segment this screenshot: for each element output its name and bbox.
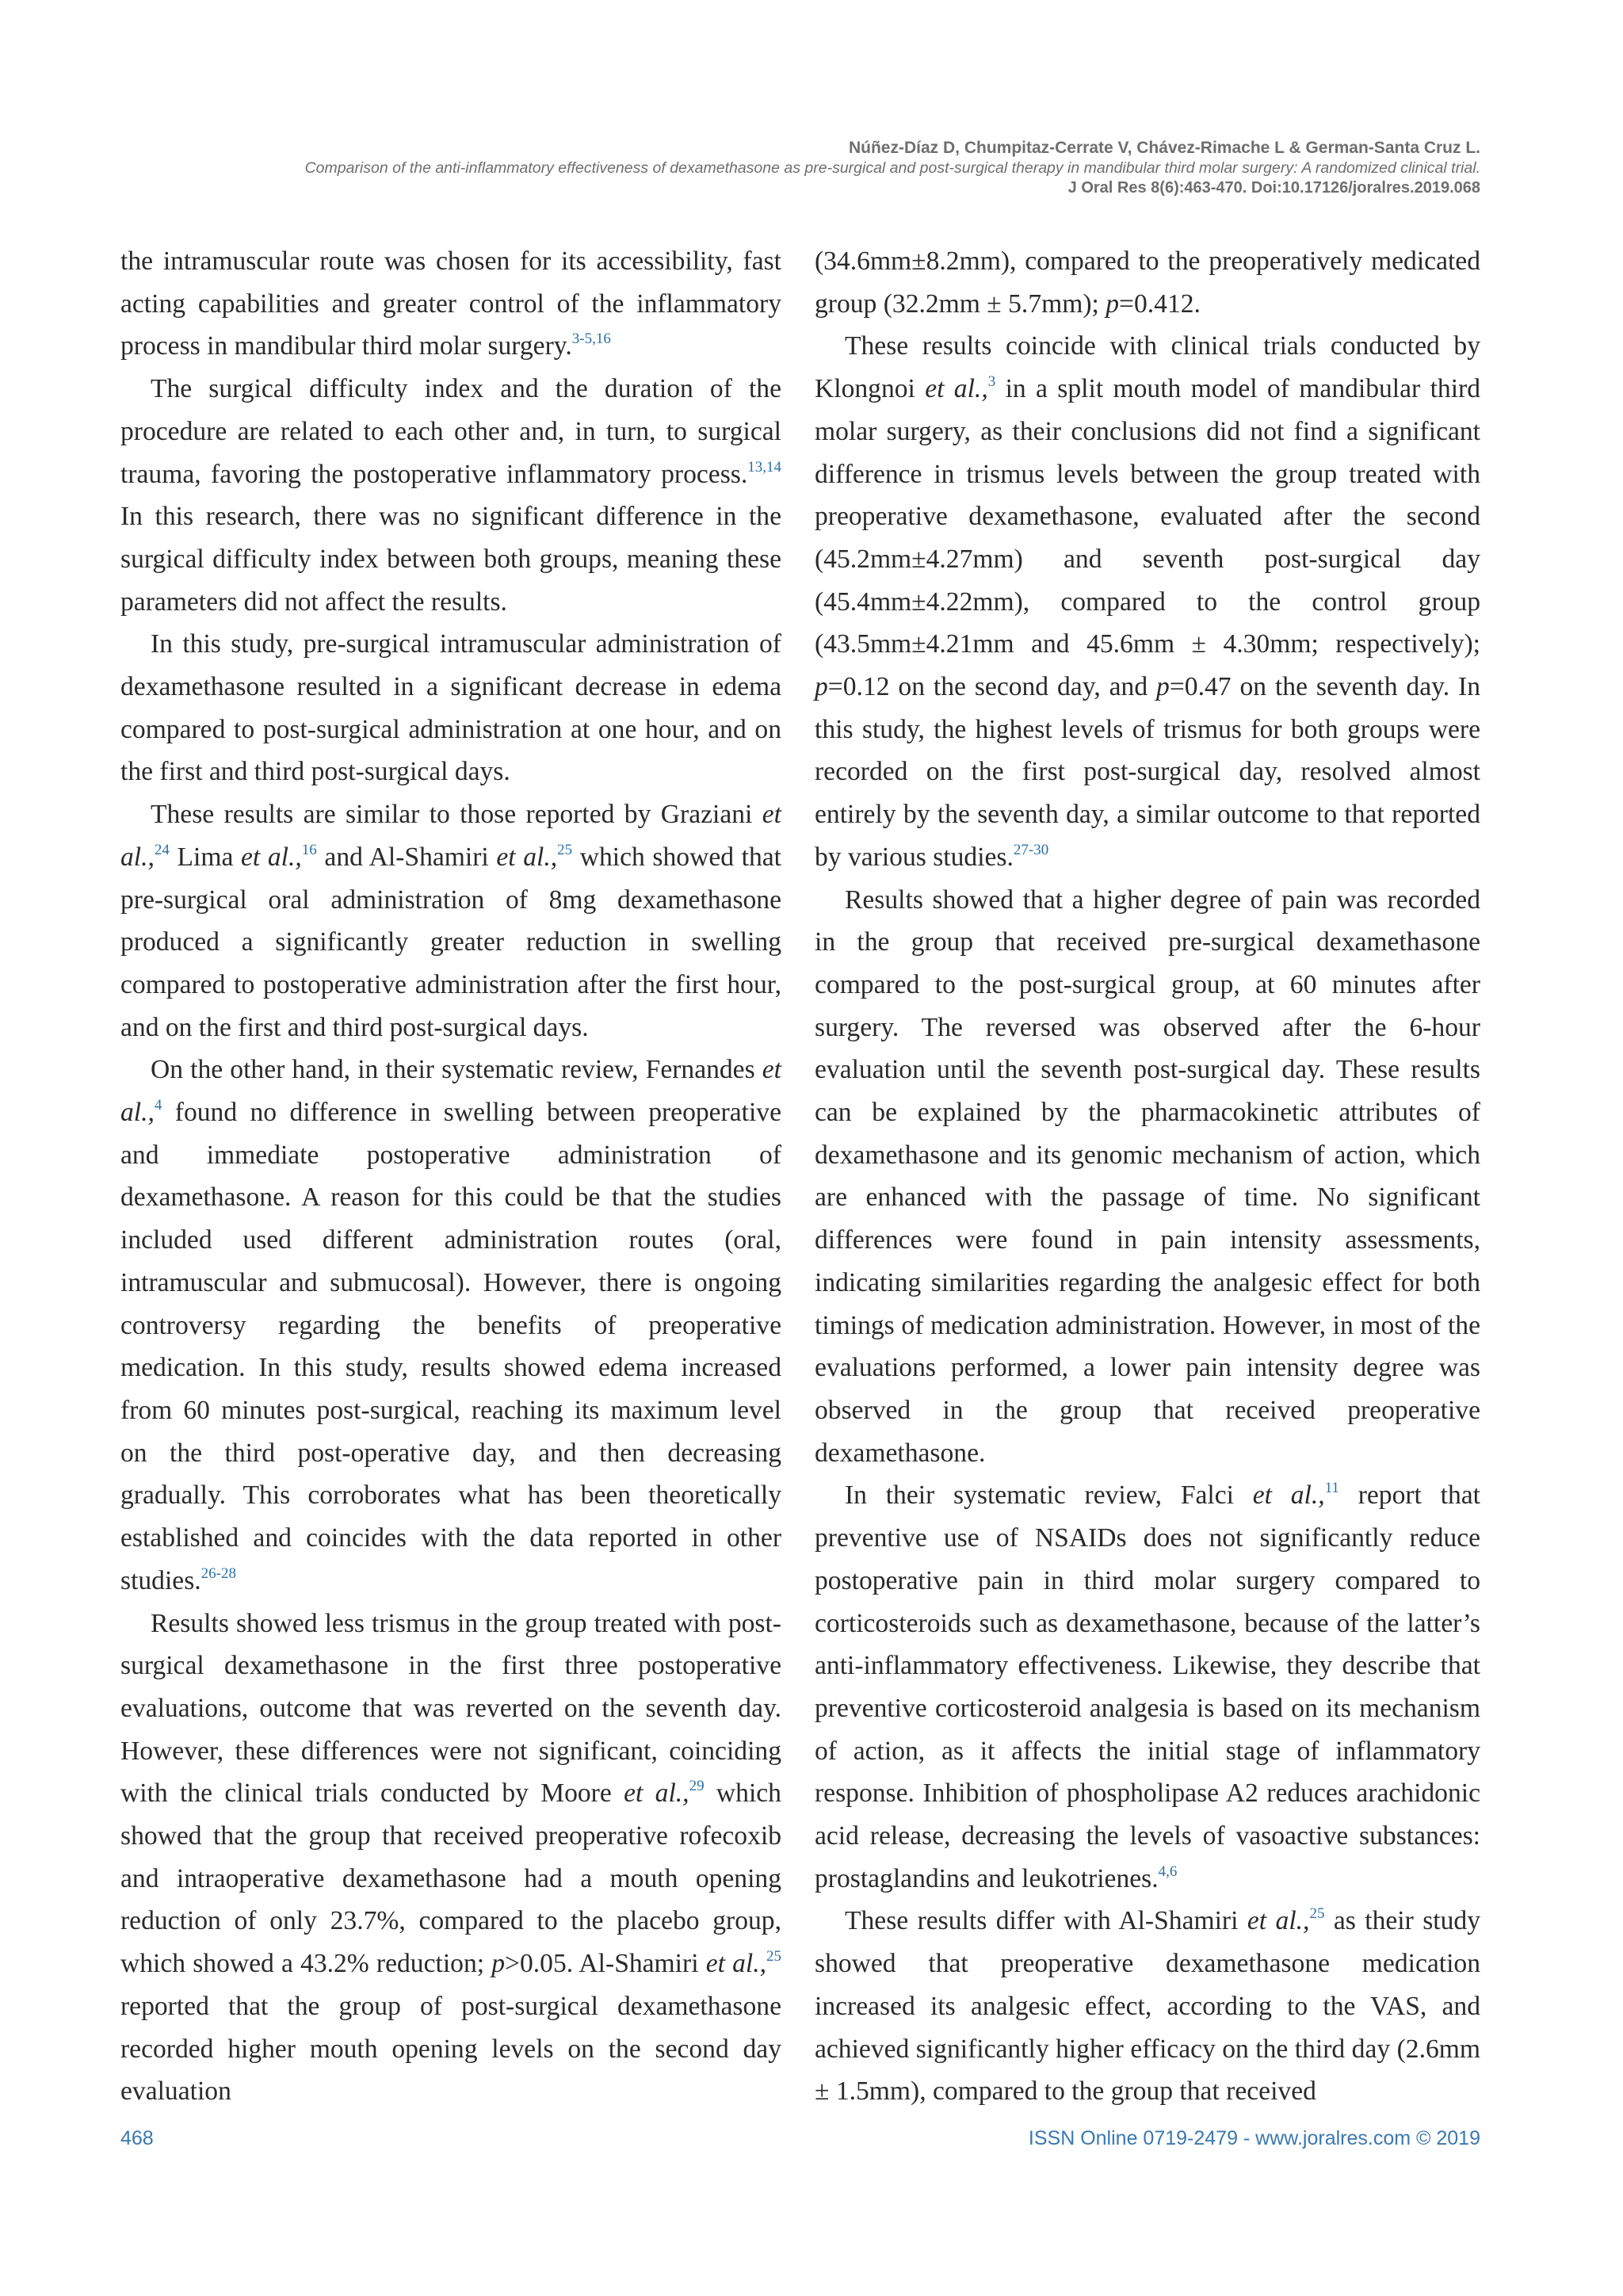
paragraph [120, 368, 781, 623]
reference-link[interactable]: 25 [557, 841, 573, 858]
et-al-text: et al., [241, 842, 302, 872]
reference-link[interactable]: 4,6 [1158, 1862, 1178, 1880]
reference-link[interactable]: 25 [1309, 1905, 1325, 1923]
paragraph-text: Lima [169, 842, 242, 872]
paragraph [120, 793, 781, 1049]
paragraph-text: The surgical difficulty index and the duration of the procedure are related to each other and, in turn, to surgical trauma, favoring the postoperative inflammatory process. [120, 374, 781, 489]
reference-link[interactable]: 3-5,16 [571, 330, 611, 348]
paragraph [120, 240, 781, 368]
paragraph-text: reported that the group of post-surgical dexamethasone recorded higher mouth opening levels on the second day evaluation [120, 1991, 781, 2107]
et-al-text: et al., [925, 374, 988, 404]
p-value-symbol: p [1156, 672, 1170, 702]
paragraph-text: >0.05. Al-Shamiri [505, 1949, 706, 1979]
paragraph-text: =0.412. [1119, 288, 1201, 319]
paragraph-text: =0.12 on the second day, and [827, 672, 1157, 702]
paragraph-text: found no difference in swelling between preoperative and immediate postoperative administration of dexamethasone. A reason for this could be that the studies included used different administration routes (oral, intramuscular and submucosal). However, there is ongoing controversy regarding the benefits of preoperative medication. In this study, results showed edema increased from 60 minutes post-surgical, reaching its maximum level on the third post-operative day, and then decreasing gradually. This corroborates what has been theoretically established and coincides with the data reported in other studies. [120, 1098, 781, 1595]
paragraph-text: Results showed less trismus in the group treated with post-surgical dexamethasone in the first three postoperative evaluations, outcome that was reverted on the seventh day. However, these differences were not significant, coinciding with the clinical trials conducted by Moore [120, 1608, 781, 1809]
reference-link[interactable]: 27-30 [1013, 841, 1049, 858]
paragraph-text: report that preventive use of NSAIDs does not significantly reduce postoperative pain in third molar surgery compared to corticosteroids such as dexamethasone, because of the latter’s anti-inflammatory effectiveness. Likewise, they describe that preventive corticosteroid analgesia is based on its mechanism of action, as it affects the initial stage of inflammatory response. Inhibition of phospholipase A2 reduces arachidonic acid release, decreasing the levels of vasoactive substances: prostaglandins and leukotrienes. [815, 1480, 1480, 1893]
paragraph-text: These results differ with Al-Shamiri [845, 1906, 1247, 1936]
paragraph-text: and Al-Shamiri [316, 842, 497, 872]
paragraph-text: These results coincide with clinical trials conducted by Klongnoi [815, 331, 1480, 404]
header-article-title: Comparison of the anti-inflammatory effectiveness of dexamethasone as pre-surgical and post-surgical therapy in mandibular third molar surgery: A randomized clinical trial. [304, 159, 1480, 177]
header-citation: J Oral Res 8(6):463-470. Doi:10.17126/joralres.2019.068 [1067, 179, 1480, 197]
paragraph-text: These results are similar to those reported by Graziani [151, 800, 762, 830]
et-al-text: et al., [120, 1055, 781, 1128]
reference-link[interactable]: 25 [766, 1948, 781, 1966]
paragraph-text: In this study, pre-surgical intramuscular administration of dexamethasone resulted in a significant decrease in edema compared to post-surgical administration at one hour, and on the first and third post-surgical days. [120, 629, 781, 787]
et-al-text: et al., [496, 842, 558, 872]
et-al-text: et al., [120, 800, 781, 872]
paragraph-text: In this research, there was no significant difference in the surgical difficulty index between both groups, meaning these parameters did not affect the results. [120, 502, 781, 617]
left-column [120, 240, 781, 2113]
paragraph [815, 879, 1480, 1475]
paragraph-text: as their study showed that preoperative dexamethasone medication increased its analgesic effect, according to the VAS, and achieved significantly higher efficacy on the third day (2.6mm ± 1.5mm), compared to the group that received [815, 1906, 1481, 2107]
paragraph [815, 1474, 1480, 1900]
et-al-text: et al., [1252, 1480, 1325, 1511]
reference-link[interactable]: 11 [1324, 1480, 1339, 1497]
paragraph [120, 623, 781, 793]
paragraph-text: Results showed that a higher degree of pain was recorded in the group that received pre-surgical dexamethasone compared to the post-surgical group, at 60 minutes after surgery. The reversed was observed after the 6-hour evaluation until the seventh post-surgical day. These results can be explained by the pharmacokinetic attributes of dexamethasone and its genomic mechanism of action, which are enhanced with the passage of time. No significant differences were found in pain intensity assessments, indicating similarities regarding the analgesic effect for both timings of medication administration. However, in most of the evaluations performed, a lower pain intensity degree was observed in the group that received preoperative dexamethasone. [815, 884, 1480, 1468]
et-al-text: et al., [1247, 1906, 1310, 1936]
paragraph-text: =0.47 on the seventh day. In this study, the highest levels of trismus for both groups were recorded on the first post-surgical day, resolved almost entirely by the seventh day, a similar outcome to that reported by various studies. [815, 672, 1480, 872]
reference-link[interactable]: 13,14 [747, 458, 781, 476]
et-al-text: et al., [624, 1778, 689, 1809]
paragraph-text: which showed that the group that received preoperative rofecoxib and intraoperative dexamethasone had a mouth opening reduction of only 23.7%, compared to the placebo group, which showed a 43.2% reduction; [120, 1778, 781, 1979]
reference-link[interactable]: 16 [301, 841, 317, 858]
et-al-text: et al., [705, 1949, 766, 1979]
right-column [815, 240, 1480, 2113]
paragraph-text: (34.6mm±8.2mm), compared to the preoperatively medicated group (32.2mm ± 5.7mm); [815, 246, 1480, 319]
running-header [119, 138, 1480, 198]
paragraph [815, 240, 1480, 325]
paragraph-text: In their systematic review, Falci [845, 1480, 1253, 1511]
p-value-symbol: p [1106, 288, 1120, 319]
paragraph [815, 325, 1480, 878]
header-authors: Núñez-Díaz D, Chumpitaz-Cerrate V, Chávez-Rimache L & German-Santa Cruz L. [848, 139, 1480, 157]
p-value-symbol: p [491, 1949, 506, 1979]
paragraph [815, 1900, 1480, 2113]
paragraph [120, 1603, 781, 2113]
reference-link[interactable]: 26-28 [200, 1564, 236, 1582]
reference-link[interactable]: 4 [154, 1097, 162, 1114]
reference-link[interactable]: 24 [154, 841, 170, 858]
paragraph-text: the intramuscular route was chosen for its accessibility, fast acting capabilities and greater control of the inflammatory process in mandibular third molar surgery. [120, 246, 781, 361]
journal-issn-link[interactable]: ISSN Online 0719-2479 - www.joralres.com © 2019 [1028, 2127, 1480, 2149]
paragraph-text: in a split mouth model of mandibular third molar surgery, as their conclusions did not find a significant difference in trismus levels between the group treated with preoperative dexamethasone, evaluated after the second (45.2mm±4.27mm) and seventh post-surgical day (45.4mm±4.22mm), compared to the control group (43.5mm±4.21mm and 45.6mm ± 4.30mm; respectively); [815, 374, 1480, 659]
paragraph-text: which showed that pre-surgical oral administration of 8mg dexamethasone produced a significantly greater reduction in swelling compared to postoperative administration after the first hour, and on the first and third post-surgical days. [120, 842, 781, 1042]
paragraph [120, 1049, 781, 1602]
paragraph-text: On the other hand, in their systematic review, Fernandes [151, 1055, 762, 1085]
reference-link[interactable]: 3 [987, 373, 996, 391]
page-number: 468 [120, 2127, 154, 2149]
reference-link[interactable]: 29 [689, 1778, 705, 1795]
p-value-symbol: p [815, 672, 828, 702]
